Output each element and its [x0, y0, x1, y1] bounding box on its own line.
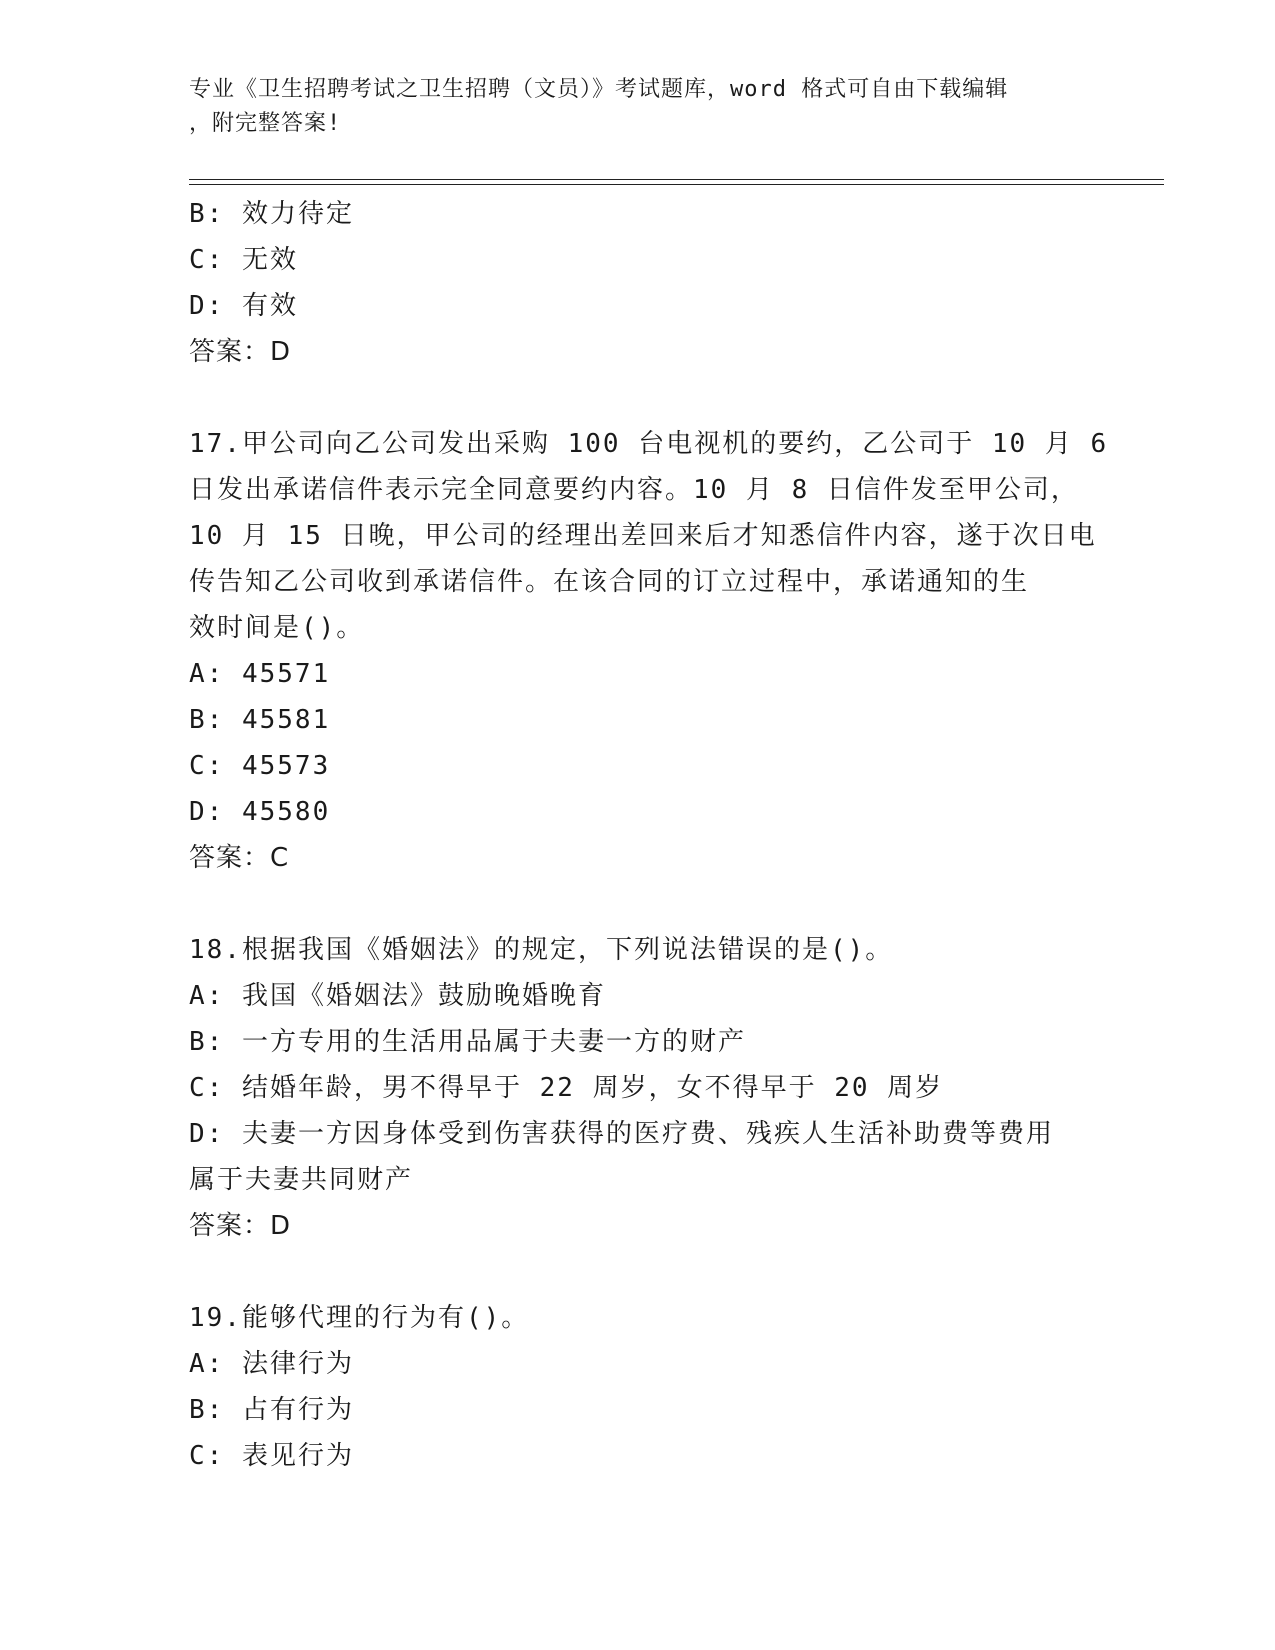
- question-18: [189, 927, 1089, 1249]
- question-stem-line: 日发出承诺信件表示完全同意要约内容。10 月 8 日信件发至甲公司，: [189, 475, 1079, 505]
- question-stem: 19.能够代理的行为有()。: [189, 1303, 530, 1333]
- answer-line: 答案：C: [189, 843, 290, 873]
- question-stem-line: 17.甲公司向乙公司发出采购 100 台电视机的要约，乙公司于 10 月 6: [189, 429, 1109, 459]
- spacer: [189, 881, 1089, 927]
- option-a: A: 法律行为: [189, 1349, 354, 1379]
- option-d: D: 夫妻一方因身体受到伤害获得的医疗费、残疾人生活补助费等费用: [189, 1119, 1054, 1149]
- option-d: D: 有效: [189, 291, 298, 321]
- header-line-1: 专业《卫生招聘考试之卫生招聘（文员）》考试题库，word 格式可自由下载编辑: [189, 77, 1009, 102]
- option-b: B: 占有行为: [189, 1395, 354, 1425]
- answer-line: 答案：D: [189, 337, 292, 367]
- option-b: B: 效力待定: [189, 199, 354, 229]
- question-stem-line: 传告知乙公司收到承诺信件。在该合同的订立过程中，承诺通知的生: [189, 567, 1030, 597]
- answer-line: 答案：D: [189, 1211, 292, 1241]
- question-stem: 18.根据我国《婚姻法》的规定，下列说法错误的是()。: [189, 935, 894, 965]
- option-c: C: 无效: [189, 245, 298, 275]
- question-stem-line: 效时间是()。: [189, 613, 365, 643]
- spacer: [189, 375, 1089, 421]
- option-a: A: 45571: [189, 659, 331, 689]
- question-content: [189, 191, 1109, 1479]
- option-a: A: 我国《婚姻法》鼓励晚婚晚育: [189, 981, 606, 1011]
- option-b: B: 一方专用的生活用品属于夫妻一方的财产: [189, 1027, 746, 1057]
- header-line-2: ，附完整答案!: [189, 111, 342, 136]
- question-16-tail: [189, 191, 1089, 375]
- option-c: C: 结婚年龄，男不得早于 22 周岁，女不得早于 20 周岁: [189, 1073, 944, 1103]
- option-c: C: 表见行为: [189, 1441, 354, 1471]
- question-19: [189, 1295, 1089, 1479]
- question-stem-line: 10 月 15 日晚，甲公司的经理出差回来后才知悉信件内容，遂于次日电: [189, 521, 1097, 551]
- question-17: [189, 421, 1109, 881]
- option-c: C: 45573: [189, 751, 331, 781]
- option-d: D: 45580: [189, 797, 331, 827]
- option-b: B: 45581: [189, 705, 331, 735]
- option-d-continuation: 属于夫妻共同财产: [189, 1165, 414, 1195]
- spacer: [189, 1249, 1089, 1295]
- header-divider-bottom: [189, 184, 1164, 185]
- header-divider-top: [189, 179, 1164, 180]
- document-header: [189, 73, 1089, 141]
